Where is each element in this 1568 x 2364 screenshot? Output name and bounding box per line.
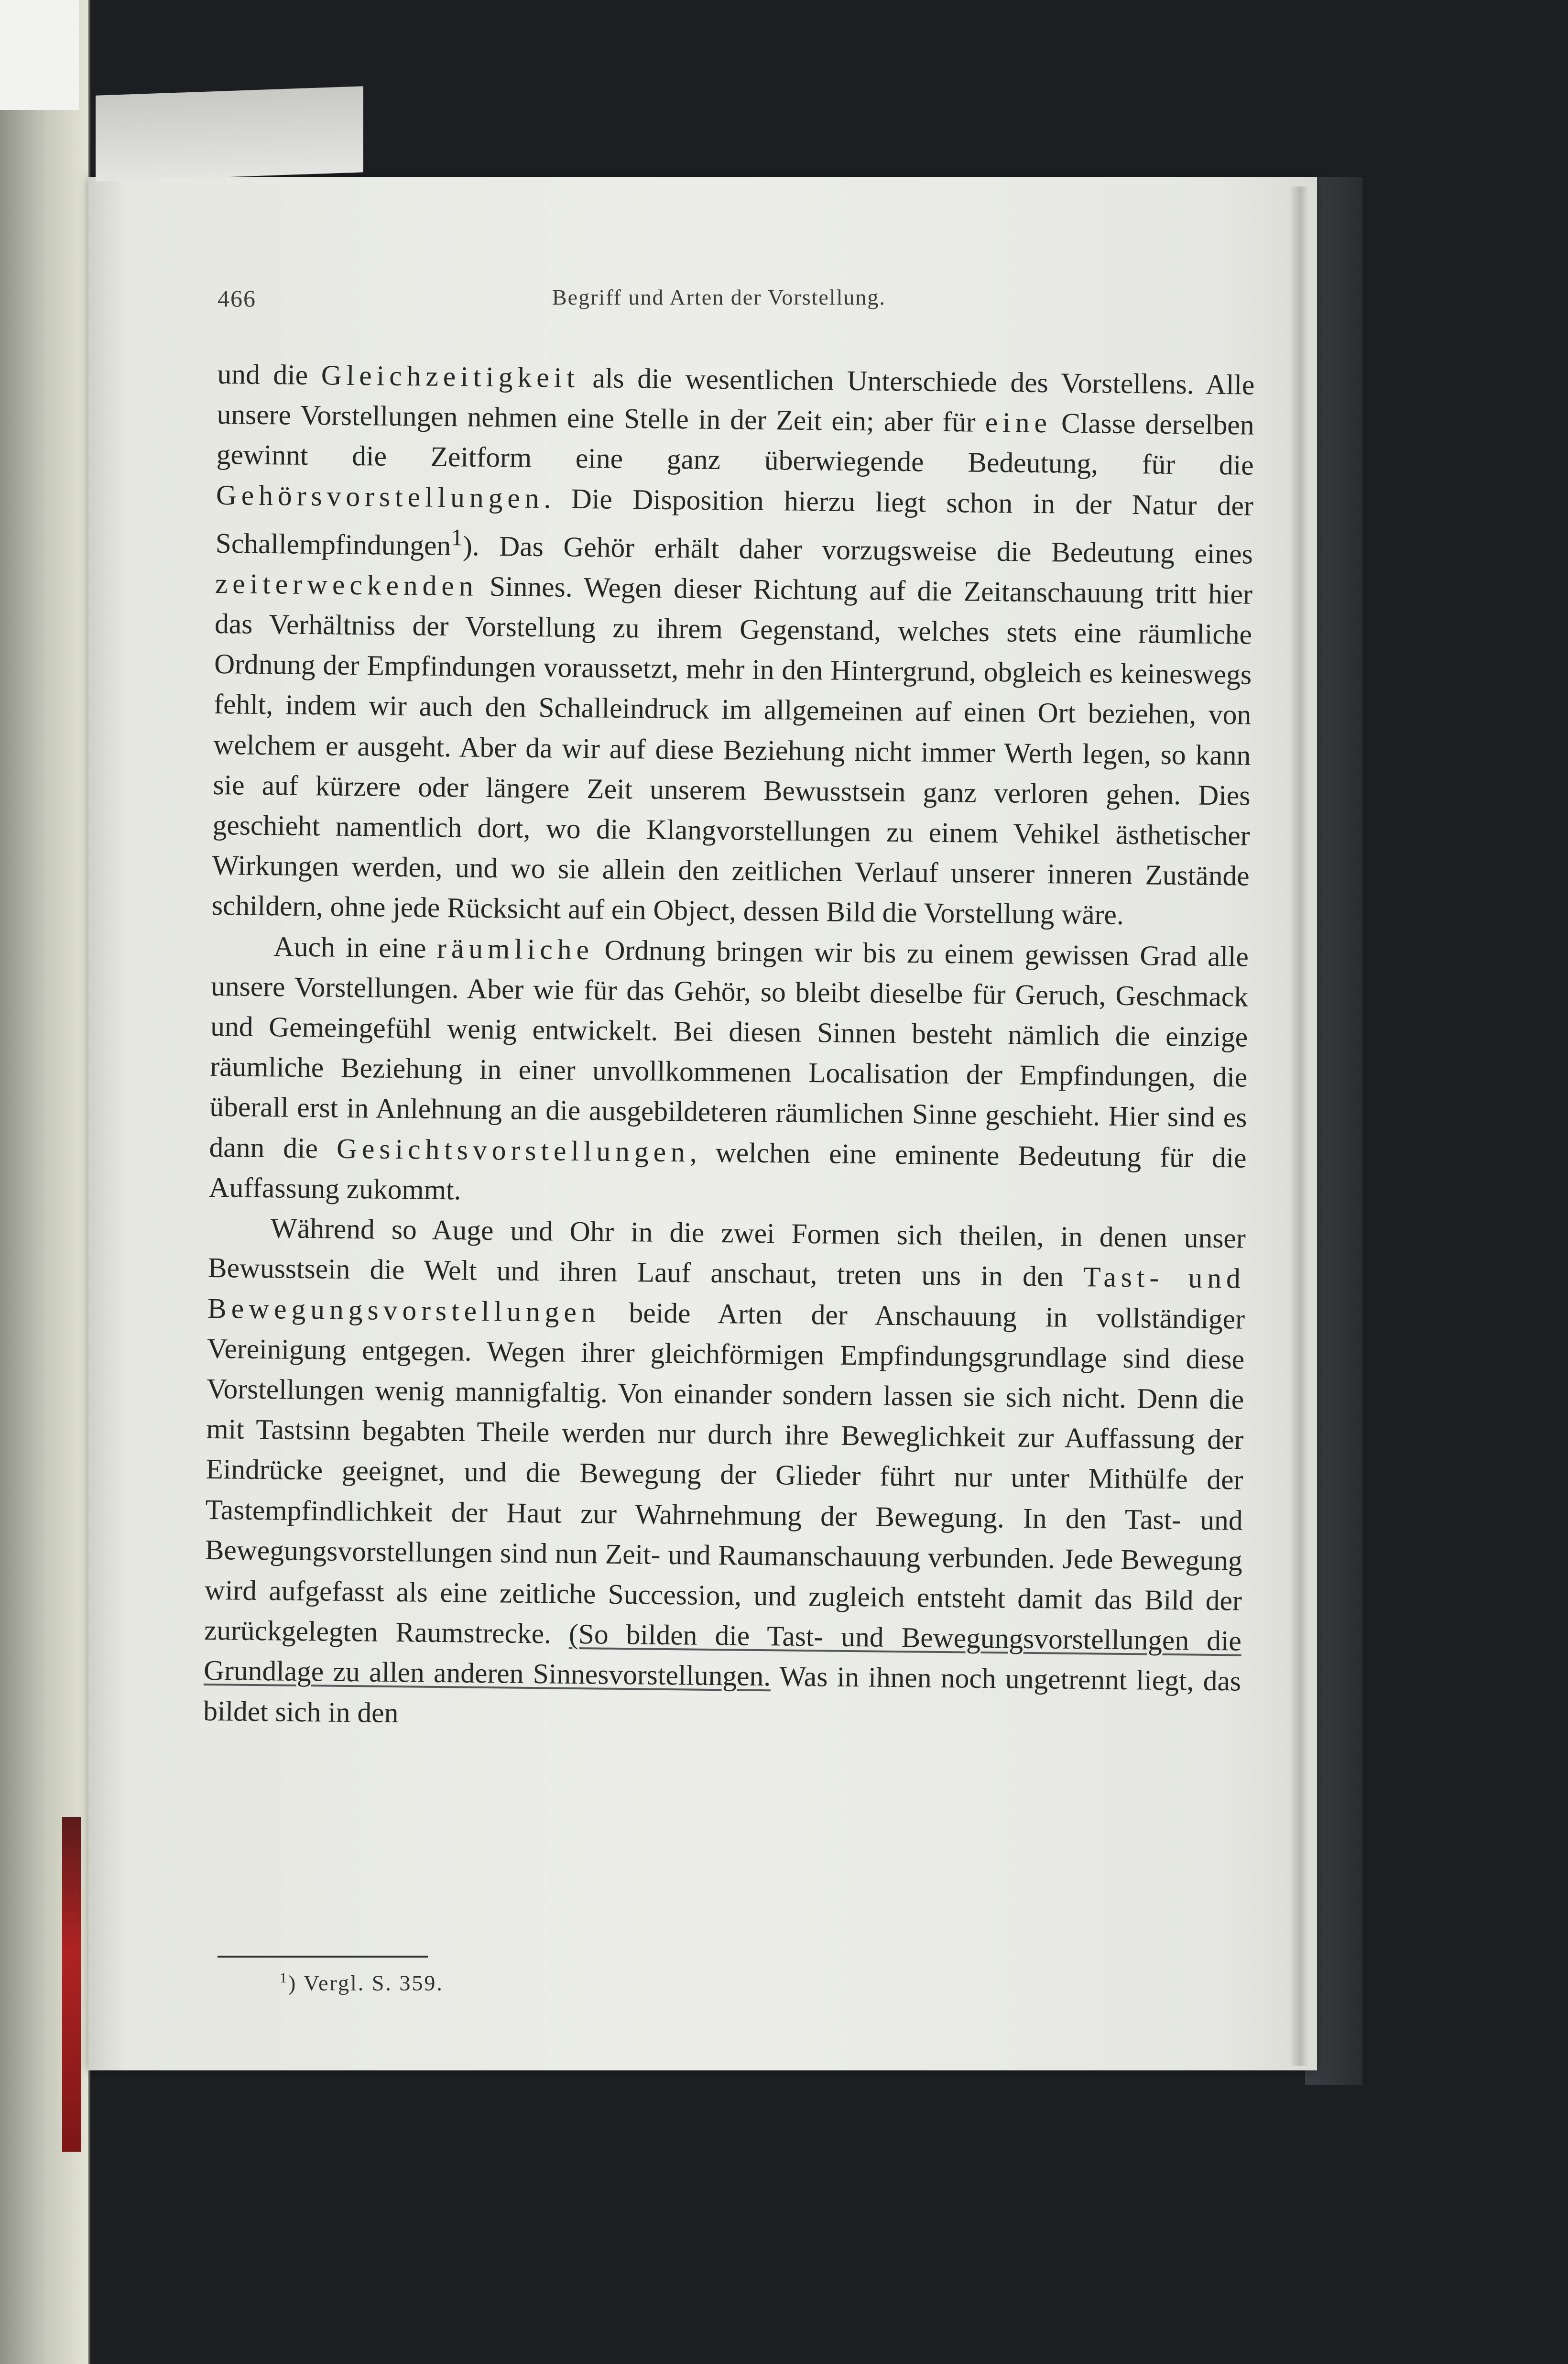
- paper-strip: [0, 0, 79, 110]
- body-text: [203, 354, 1255, 1741]
- text-run: Ordnung bringen wir bis zu einem gewissen Grad alle unsere Vorstellungen. Aber wie für das Gehör, so bleibt dieselbe für Geruch, Geschmack und Gemeingefühl wenig entwickelt. Bei diesen Sinnen besteht nämlich die einzige räumliche Beziehung in einer unvollkommenen Localisation der Empfindungen, die überall erst in Anlehnung an die ausgebildeteren räumlichen Sinne geschieht. Hier sind es dann die: [209, 933, 1249, 1164]
- running-head: Begriff und Arten der Vorstellung.: [552, 285, 886, 309]
- page-number: 466: [218, 285, 256, 312]
- underlined-passage: (So bilden die Tast- und Bewegungsvorstellungen die Grundlage zu allen anderen Sinnesvorstellungen.: [203, 1618, 1242, 1692]
- paragraph-2: [208, 926, 1249, 1218]
- paragraph-1: [211, 354, 1254, 936]
- footnote-ref: 1: [451, 524, 463, 551]
- emphasis-raeumliche: räumliche: [436, 932, 594, 965]
- text-run: Was in ihnen noch ungetrennt liegt, das bildet sich in den: [203, 1660, 1241, 1729]
- text-run: Classe derselben gewinnt die Zeitform eine ganz überwiegende Bedeutung, für die: [216, 407, 1254, 482]
- footnote-marker: 1: [280, 1970, 288, 1986]
- paragraph-3: [203, 1207, 1246, 1741]
- emphasis-gesichtsvorstellungen: Gesichtsvorstellungen: [336, 1132, 690, 1168]
- bookmark-strip: [96, 86, 363, 182]
- text-run: beide Arten der Anschauung in vollständiger Vereinigung entgegen. Wegen ihrer gleichförmigen Empfindungsgrundlage sind diese Vorstellungen wenig mannigfaltig. Von einander sondern lassen sie sich nicht. Denn die mit Tastsinn begabten Theile werden nur durch ihre Beweglichkeit zur Auffassung der Eindrücke geeignet, und die Bewegung der Glieder führt nur unter Mithülfe der Tastempfindlichkeit der Haut zur Wahrnehmung der Bewegung. In den Tast- und Bewegungsvorstellungen sind nun Zeit- und Raumanschauung verbunden. Jede Bewegung wird aufgefasst als eine zeitliche Succession, und zugleich entsteht damit das Bild der zurückgelegten Raumstrecke.: [204, 1296, 1245, 1650]
- footnote: [280, 1970, 444, 1995]
- text-run: als die wesentlichen Unterschiede des Vorstellens. Alle unsere Vorstellungen nehmen eine Stelle in der Zeit ein; aber für: [217, 361, 1255, 438]
- footnote-rule: [218, 1956, 428, 1958]
- cover-red-edge: [62, 1817, 81, 2152]
- page-header: [218, 285, 1255, 323]
- text-run: , welchen eine eminente Bedeutung für die Auffassung zukommt.: [208, 1136, 1247, 1206]
- text-run: Sinnes. Wegen dieser Richtung auf die Zeitanschauung tritt hier das Verhältniss der Vorstellung zu ihrem Gegenstand, welches stets eine räumliche Ordnung der Empfindungen voraussetzt, mehr in den Hintergrund, obgleich es keineswegs fehlt, indem wir auch den Schalleindruck im allgemeinen auf einen Ort beziehen, von welchem er ausgeht. Aber da wir auf diese Beziehung nicht immer Werth legen, so kann sie auf kürzere oder längere Zeit unserem Bewusstsein ganz verloren gehen. Dies geschieht namentlich dort, wo die Klangvorstellungen zu einem Vehikel ästhetischer Wirkungen werden, und wo sie allein den zeitlichen Verlauf unserer inneren Zustände schildern, ohne jede Rücksicht auf ein Object, dessen Bild die Vorstellung wäre.: [211, 570, 1253, 931]
- text-run: und die: [217, 358, 322, 391]
- emphasis-eine: eine: [985, 406, 1052, 439]
- emphasis-gehoersvorstellungen: Gehörsvorstellungen: [216, 479, 544, 514]
- emphasis-zeiterweckenden: zeiterweckenden: [215, 567, 479, 602]
- page-stack-edge: [1291, 186, 1310, 2066]
- text-run: . Die Disposition hierzu liegt schon in der Natur der Schallempfindungen: [215, 482, 1254, 561]
- text-run: ). Das Gehör erhält daher vorzugsweise die Bedeutung eines: [462, 530, 1253, 570]
- text-run: Auch in eine: [273, 930, 437, 964]
- emphasis-tast-und-bewegungsvorstellungen: Tast- und Bewegungsvorstellungen: [207, 1261, 1246, 1328]
- text-run: Während so Auge und Ohr in die zwei Formen sich theilen, in denen unser Bewusstsein die Welt und ihren Lauf anschaut, treten uns in den: [207, 1212, 1246, 1293]
- footnote-text: ) Vergl. S. 359.: [288, 1970, 444, 1995]
- emphasis-gleichzeitigkeit: Gleichzeitigkeit: [321, 359, 580, 394]
